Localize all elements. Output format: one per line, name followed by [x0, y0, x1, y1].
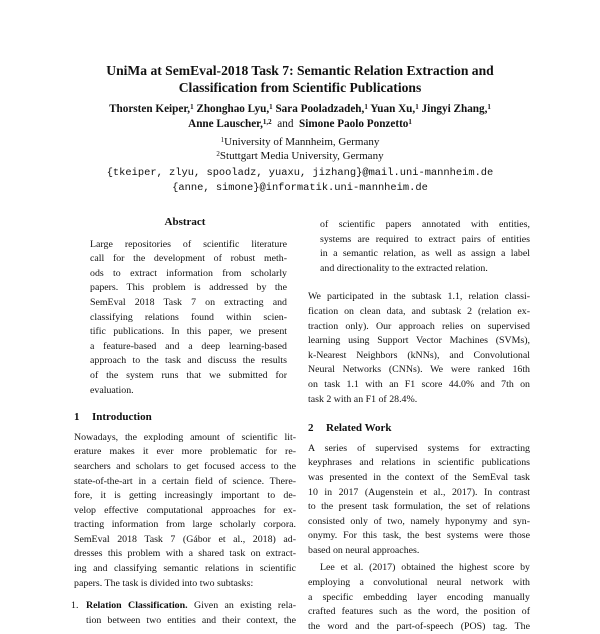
text-line: 10 in 2017 (Augenstein et al., 2017). In contrast [308, 486, 530, 498]
abstract-body [74, 238, 296, 399]
text-line: k-Nearest Neighbors (kNNs), and Convolutional [308, 349, 530, 361]
text-line: a specific embedding layer encoding manually [308, 591, 530, 603]
text-line: Nowadays, the exploding amount of scientific lit- [74, 431, 296, 443]
list-item [71, 599, 297, 628]
text-line: in a semantic relation, as well as assign a label [320, 248, 530, 260]
text-line: Large repositories of scientific literature [90, 238, 287, 250]
email-line: {tkeiper, zlyu, spooladz, yuaxu, jizhang}@mail.uni-mannheim.de [106, 167, 494, 179]
text-line: tion between two entities and their context, the [86, 614, 296, 626]
author-line [0, 117, 600, 132]
text-line: fore, it is getting increasingly important to de- [74, 490, 296, 502]
text-line: papers. The task is divided into two subtasks: [74, 577, 254, 589]
text-line: task 2 with an F1 of 28.4%. [308, 393, 418, 405]
text-line: fication on clean data, and subtask 2 (relation ex- [308, 305, 530, 317]
text-line: evaluation. [90, 384, 134, 396]
email-block [0, 166, 600, 196]
email-line: {anne, simone}@informatik.uni-mannheim.de [172, 182, 428, 194]
author: Simone Paolo Ponzetto$^1$ [299, 118, 412, 130]
list-marker: 1. [71, 600, 79, 612]
text-line: learning using Support Vector Machines (SVMs), [308, 335, 530, 347]
text-line: SemEval 2018 Task 7 on extracting and [90, 296, 287, 308]
text-line: We participated in the subtask 1.1, relation classi- [308, 291, 530, 303]
text-line: state-of-the-art in a certain field of science. There- [74, 475, 296, 487]
author-line [0, 102, 600, 117]
author-list [0, 102, 600, 132]
text-line: on task 1.1 with an F1 score 44.0% and 7th on [308, 378, 530, 390]
text-line: of scientific papers annotated with entities, [320, 219, 530, 230]
text-line: of the system runs that we submitted for [90, 369, 287, 381]
text-line: consisted only of two, namely hyponymy and syn- [308, 515, 530, 527]
text-line: onymy. For this task, the best systems were those [308, 530, 530, 542]
text-line: employing a convolutional neural network with [308, 577, 530, 589]
text-line: Neural Networks (CNNs). We were ranked 16th [308, 364, 530, 376]
affiliation: $^2$Stuttgart Media University, Germany [216, 150, 384, 162]
author: Thorsten Keiper,$^1$ [109, 103, 194, 115]
affiliations [0, 135, 600, 163]
text-line: Relation Classification. Given an existing rela- [86, 600, 297, 612]
author: Sara Pooladzadeh,$^1$ [275, 103, 368, 115]
text-line: a feature-based and a deep learning-based [90, 340, 287, 352]
affiliation: $^1$University of Mannheim, Germany [220, 136, 380, 148]
title-line: UniMa at SemEval-2018 Task 7: Semantic Relation Extraction and [106, 63, 494, 78]
text-line: keyphrases and relations in scientific publications [308, 457, 530, 469]
text-line: Lee et al. (2017) obtained the highest score by [320, 562, 530, 574]
list-continuation [308, 218, 530, 276]
author: Yuan Xu,$^1$ [370, 103, 419, 115]
text-line: traction only). Our approach relies on supervised [308, 320, 530, 332]
text-line: systems are required to extract pairs of entities [320, 233, 530, 245]
author: Anne Lauscher,$^{1,2}$ [188, 118, 272, 130]
related-work-paragraph [308, 561, 530, 634]
text-line: crafted features such as the word, the position of [308, 606, 530, 618]
text-line: was presented in the context of the SemEval task [308, 471, 530, 483]
text-line: SemEval 2018 Task 7 (Gábor et al., 2018) ad- [74, 533, 296, 545]
author: Jingyi Zhang,$^1$ [421, 103, 491, 115]
text-line: ing and classifying semantic relations in scientific [74, 563, 296, 575]
text-line: papers. This problem is addressed by the [90, 282, 287, 294]
text-line: tific publications. In this paper, we present [90, 326, 287, 338]
introduction-body [74, 431, 296, 592]
abstract-heading: Abstract [164, 216, 206, 228]
text-line: and directionality to the extracted relation. [320, 262, 488, 274]
and-word: and [277, 118, 294, 130]
section-heading-introduction: 1 Introduction [74, 411, 152, 424]
text-line: the word and the part-of-speech (POS) tag. The [308, 620, 530, 632]
related-work-paragraph [308, 442, 530, 559]
author: Zhonghao Lyu,$^1$ [196, 103, 273, 115]
right-column [308, 218, 530, 634]
text-line: call for the development of robust meth- [90, 253, 287, 265]
text-line: classifying relations found within scien- [90, 311, 287, 323]
text-line: approach to the task and discuss the results [90, 355, 287, 367]
text-line: erature makes it ever more problematic for re- [74, 446, 296, 458]
text-line: tracting information from large scholarly corpora. [74, 519, 296, 531]
participation-paragraph [308, 290, 530, 407]
text-line: velop effective computational approaches for ex- [74, 504, 296, 516]
text-line: to the present task formulation, the set of relations [308, 501, 530, 513]
text-line: A series of supervised systems for extracting [308, 442, 530, 454]
section-heading-related-work: 2 Related Work [308, 422, 392, 435]
text-line: ods to extract information from scholarly [90, 267, 287, 279]
title-line: Classification from Scientific Publications [178, 80, 422, 95]
text-line: dresses this problem with a shared task on extract- [74, 548, 296, 560]
paper-title [0, 62, 600, 96]
left-column [71, 215, 297, 628]
text-line: searchers and scholars to get focused access to the [74, 460, 296, 472]
text-line: based on neural approaches. [308, 544, 420, 556]
